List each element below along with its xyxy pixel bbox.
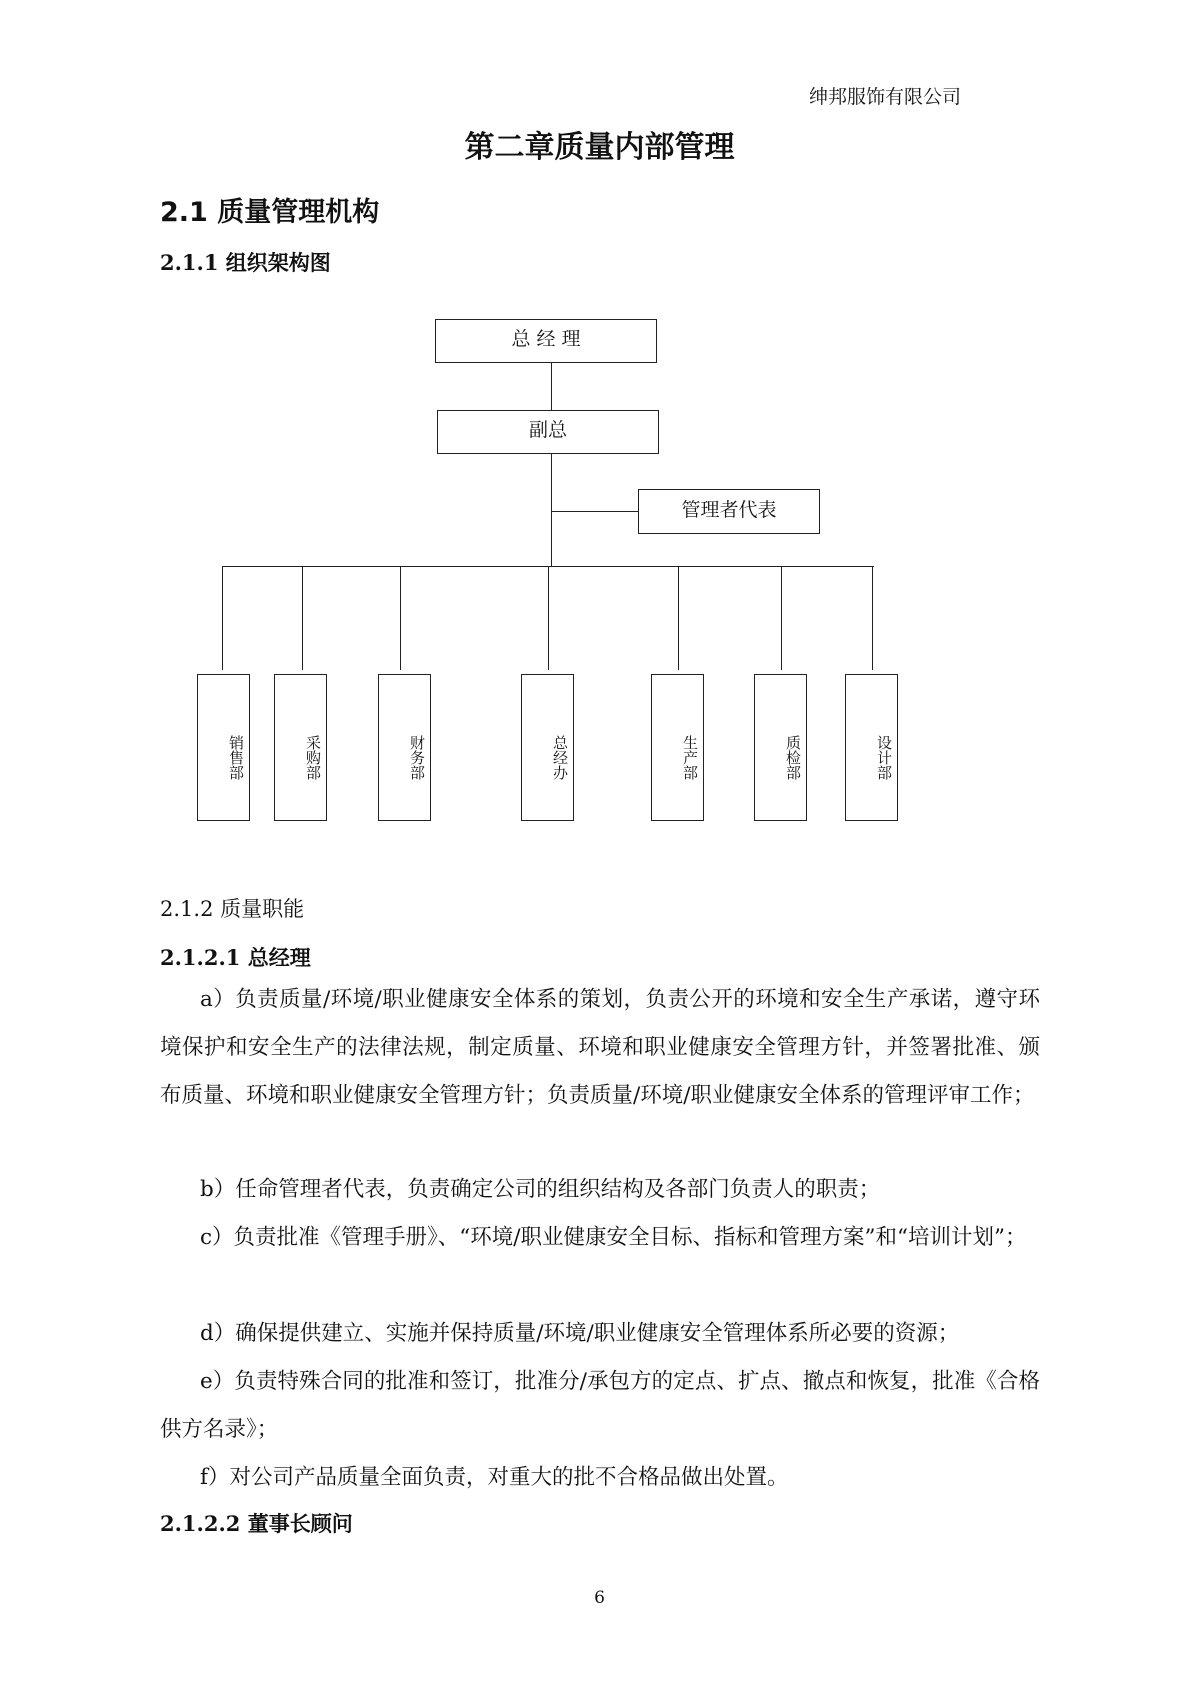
connector-line [781,566,782,670]
org-box-quality-inspection: 质检部 [754,674,807,821]
connector-line [551,454,552,566]
page-number: 6 [594,1588,605,1608]
org-box-management-rep: 管理者代表 [638,489,820,534]
org-box-gm-office: 总经办 [521,674,574,821]
section-heading-2-1-1: 2.1.1 组织架构图 [160,250,331,275]
paragraph-c: c）负责批准《管理手册》、“环境/职业健康安全目标、指标和管理方案”和“培训计划”； [200,1225,1027,1250]
paragraph-f: f）对公司产品质量全面负责，对重大的批不合格品做出处置。 [200,1465,789,1490]
section-heading-2-1-2-2: 2.1.2.2 董事长顾问 [160,1511,353,1536]
section-heading-2-1-2-1: 2.1.2.1 总经理 [160,945,311,970]
connector-line [551,511,639,512]
org-box-finance: 财务部 [378,674,431,821]
connector-line [400,566,401,670]
org-box-general-manager: 总 经 理 [435,319,657,363]
connector-line [302,566,303,670]
chapter-title: 第二章质量内部管理 [464,130,735,165]
org-box-design: 设计部 [845,674,898,821]
paragraph-b: b）任命管理者代表，负责确定公司的组织结构及各部门负责人的职责； [200,1177,881,1202]
org-box-sales: 销售部 [197,674,250,821]
connector-line [872,566,873,670]
org-box-purchasing: 采购部 [274,674,327,821]
section-heading-2-1: 2.1 质量管理机构 [160,197,380,228]
connector-line [678,566,679,670]
paragraph-e: e）负责特殊合同的批准和签订，批准分/承包方的定点、扩点、撤点和恢复，批准《合格供方名录》； [160,1369,1040,1442]
connector-line [222,566,223,670]
company-header: 绅邦服饰有限公司 [808,86,961,108]
paragraph-d: d）确保提供建立、实施并保持质量/环境/职业健康安全管理体系所必要的资源； [200,1321,960,1346]
section-heading-2-1-2: 2.1.2 质量职能 [160,897,305,921]
connector-line [551,363,552,411]
paragraph-a: a）负责质量/环境/职业健康安全体系的策划，负责公开的环境和安全生产承诺，遵守环境保护和安全生产的法律法规，制定质量、环境和职业健康安全管理方针，并签署批准、颁布质量、环境和职业健康安全管理方针；负责质量/环境/职业健康安全体系的管理评审工作； [160,987,1040,1108]
org-box-production: 生产部 [651,674,704,821]
org-box-deputy: 副总 [437,410,659,454]
connector-line [548,566,549,670]
